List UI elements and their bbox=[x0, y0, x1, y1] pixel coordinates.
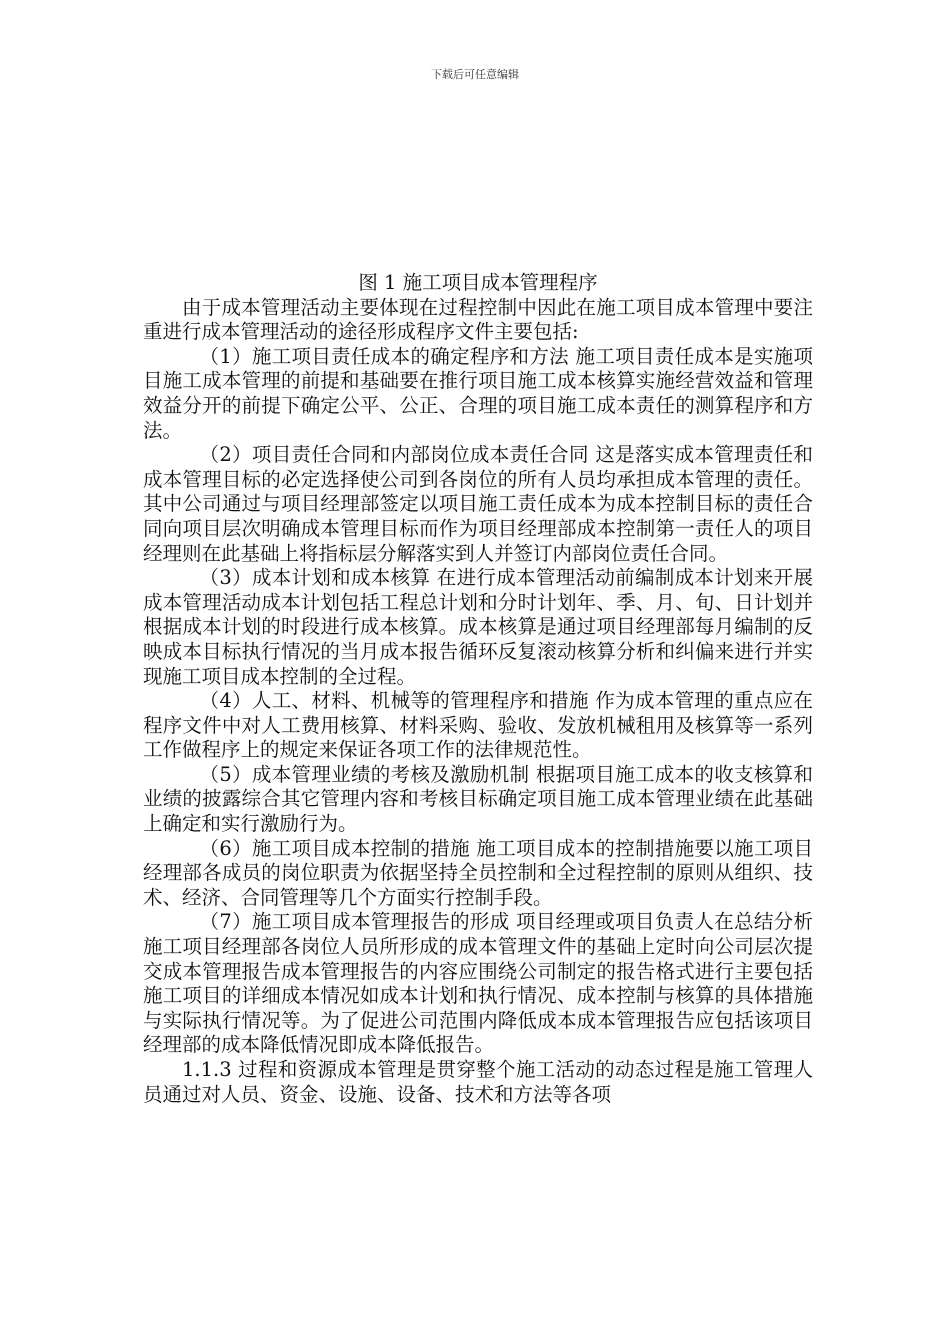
document-body bbox=[143, 271, 813, 1107]
paragraph-item-2: （2）项目责任合同和内部岗位成本责任合同 这是落实成本管理责任和成本管理目标的必定选择使公司到各岗位的所有人员均承担成本管理的责任。其中公司通过与项目经理部签定以项目施工责任成本为成本控制目标的责任合同向项目层次明确成本管理目标而作为项目经理部成本控制第一责任人的项目经理则在此基础上将指标层分解落实到人并签订内部岗位责任合同。 bbox=[143, 443, 813, 565]
paragraph-item-1: （1）施工项目责任成本的确定程序和方法 施工项目责任成本是实施项目施工成本管理的前提和基础要在推行项目施工成本核算实施经营效益和管理效益分开的前提下确定公平、公正、合理的项目施工成本责任的测算程序和方法。 bbox=[143, 344, 813, 442]
header-note: 下载后可任意编辑 bbox=[431, 68, 519, 81]
paragraph-item-3: （3）成本计划和成本核算 在进行成本管理活动前编制成本计划来开展成本管理活动成本计划包括工程总计划和分时计划年、季、月、旬、日计划并根据成本计划的时段进行成本核算。成本核算是通过项目经理部每月编制的反映成本目标执行情况的当月成本报告循环反复滚动核算分析和纠偏来进行并实现施工项目成本控制的全过程。 bbox=[143, 566, 813, 688]
paragraph-section-1-1-3: 1.1.3 过程和资源成本管理是贯穿整个施工活动的动态过程是施工管理人员通过对人员、资金、设施、设备、技术和方法等各项 bbox=[143, 1058, 813, 1106]
paragraph-item-4: （4）人工、材料、机械等的管理程序和措施 作为成本管理的重点应在程序文件中对人工费用核算、材料采购、验收、发放机械租用及核算等一系列工作做程序上的规定来保证各项工作的法律规范性。 bbox=[143, 689, 813, 762]
paragraph-item-6: （6）施工项目成本控制的措施 施工项目成本的控制措施要以施工项目经理部各成员的岗位职责为依据坚持全员控制和全过程控制的原则从组织、技术、经济、合同管理等几个方面实行控制手段。 bbox=[143, 836, 813, 909]
paragraph-intro: 由于成本管理活动主要体现在过程控制中因此在施工项目成本管理中要注重进行成本管理活动的途径形成程序文件主要包括: bbox=[143, 295, 813, 344]
paragraph-item-7: （7）施工项目成本管理报告的形成 项目经理或项目负责人在总结分析施工项目经理部各岗位人员所形成的成本管理文件的基础上定时向公司层次提交成本管理报告成本管理报告的内容应围绕公司制定的报告格式进行主要包括施工项目的详细成本情况如成本计划和执行情况、成本控制与核算的具体措施与实际执行情况等。为了促进公司范围内降低成本成本管理报告应包括该项目经理部的成本降低情况即成本降低报告。 bbox=[143, 910, 813, 1057]
paragraph-item-5: （5）成本管理业绩的考核及激励机制 根据项目施工成本的收支核算和业绩的披露综合其它管理内容和考核目标确定项目施工成本管理业绩在此基础上确定和实行激励行为。 bbox=[143, 762, 813, 836]
figure-caption: 图 1 施工项目成本管理程序 bbox=[358, 271, 598, 294]
